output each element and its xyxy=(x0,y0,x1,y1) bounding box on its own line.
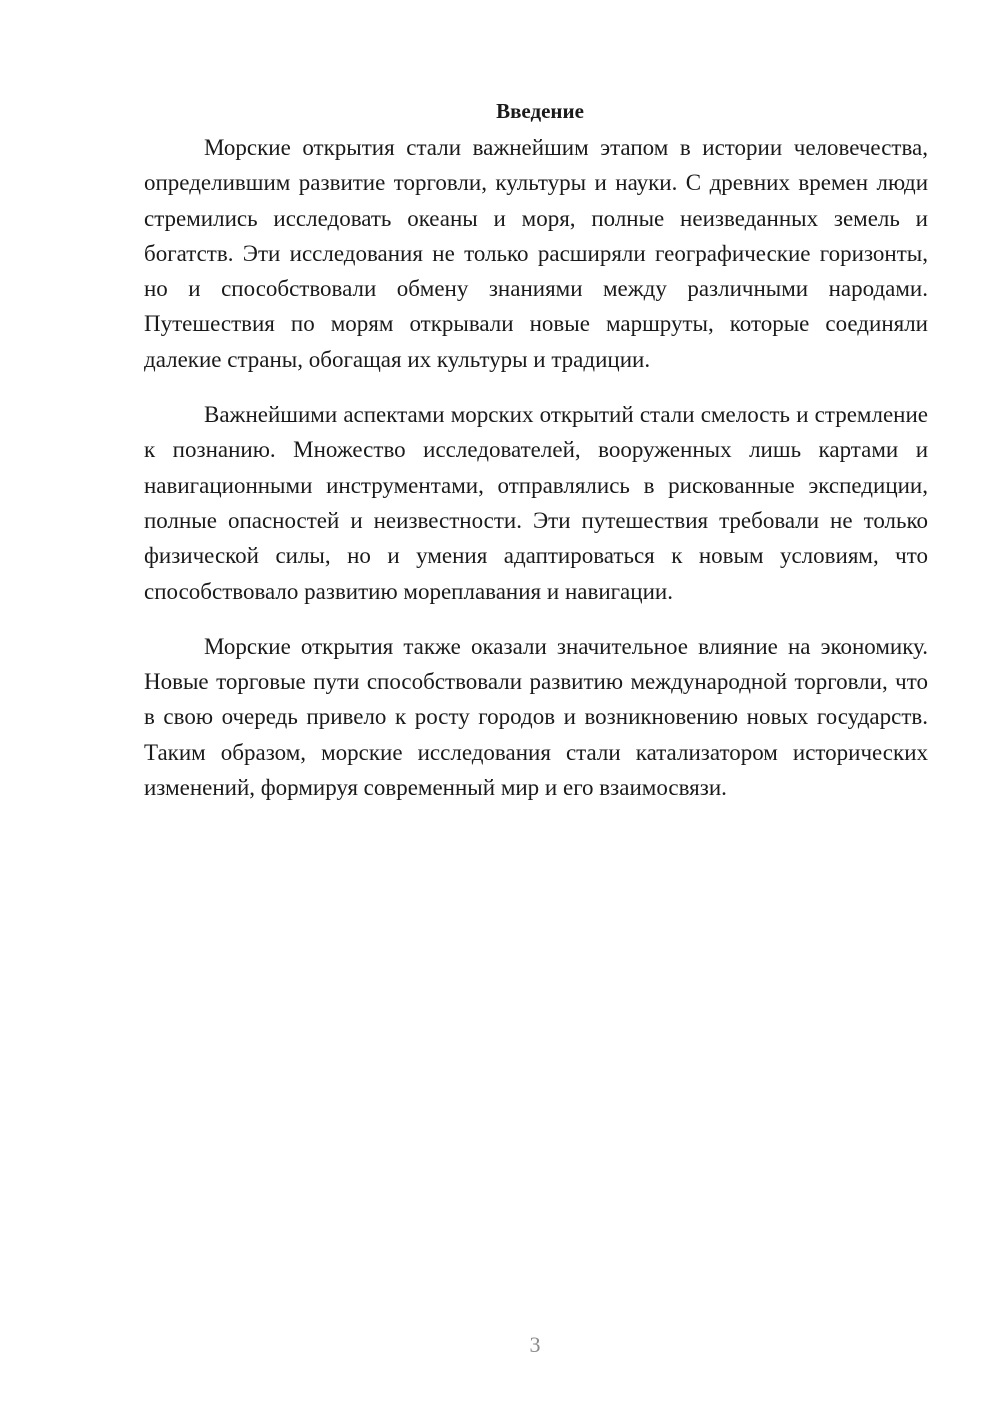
page-number: 3 xyxy=(529,1332,541,1357)
section-title: Введение xyxy=(496,99,584,123)
document-body xyxy=(144,92,928,825)
paragraph-2: Важнейшими аспектами морских открытий стали смелость и стремление к познанию. Множество исследователей, вооруженных лишь картами и навигационными инструментами, отправлялись в рискованные экспедиции, полные опасностей и неизвестности. Эти путешествия требовали не только физической силы, но и умения адаптироваться к новым условиям, что способствовало развитию мореплавания и навигации. xyxy=(144,402,928,604)
paragraph-3: Морские открытия также оказали значительное влияние на экономику. Новые торговые пути способствовали развитию международной торговли, что в свою очередь привело к росту городов и возникновению новых государств. Таким образом, морские исследования стали катализатором исторических изменений, формируя современный мир и его взаимосвязи. xyxy=(144,633,928,801)
paragraph-1: Морские открытия стали важнейшим этапом в истории человечества, определившим развитие торговли, культуры и науки. С древних времен люди стремились исследовать океаны и моря, полные неизведанных земель и богатств. Эти исследования не только расширяли географические горизонты, но и способствовали обмену знаниями между различными народами. Путешествия по морям открывали новые маршруты, которые соединяли далекие страны, обогащая их культуры и традиции. xyxy=(144,135,928,372)
